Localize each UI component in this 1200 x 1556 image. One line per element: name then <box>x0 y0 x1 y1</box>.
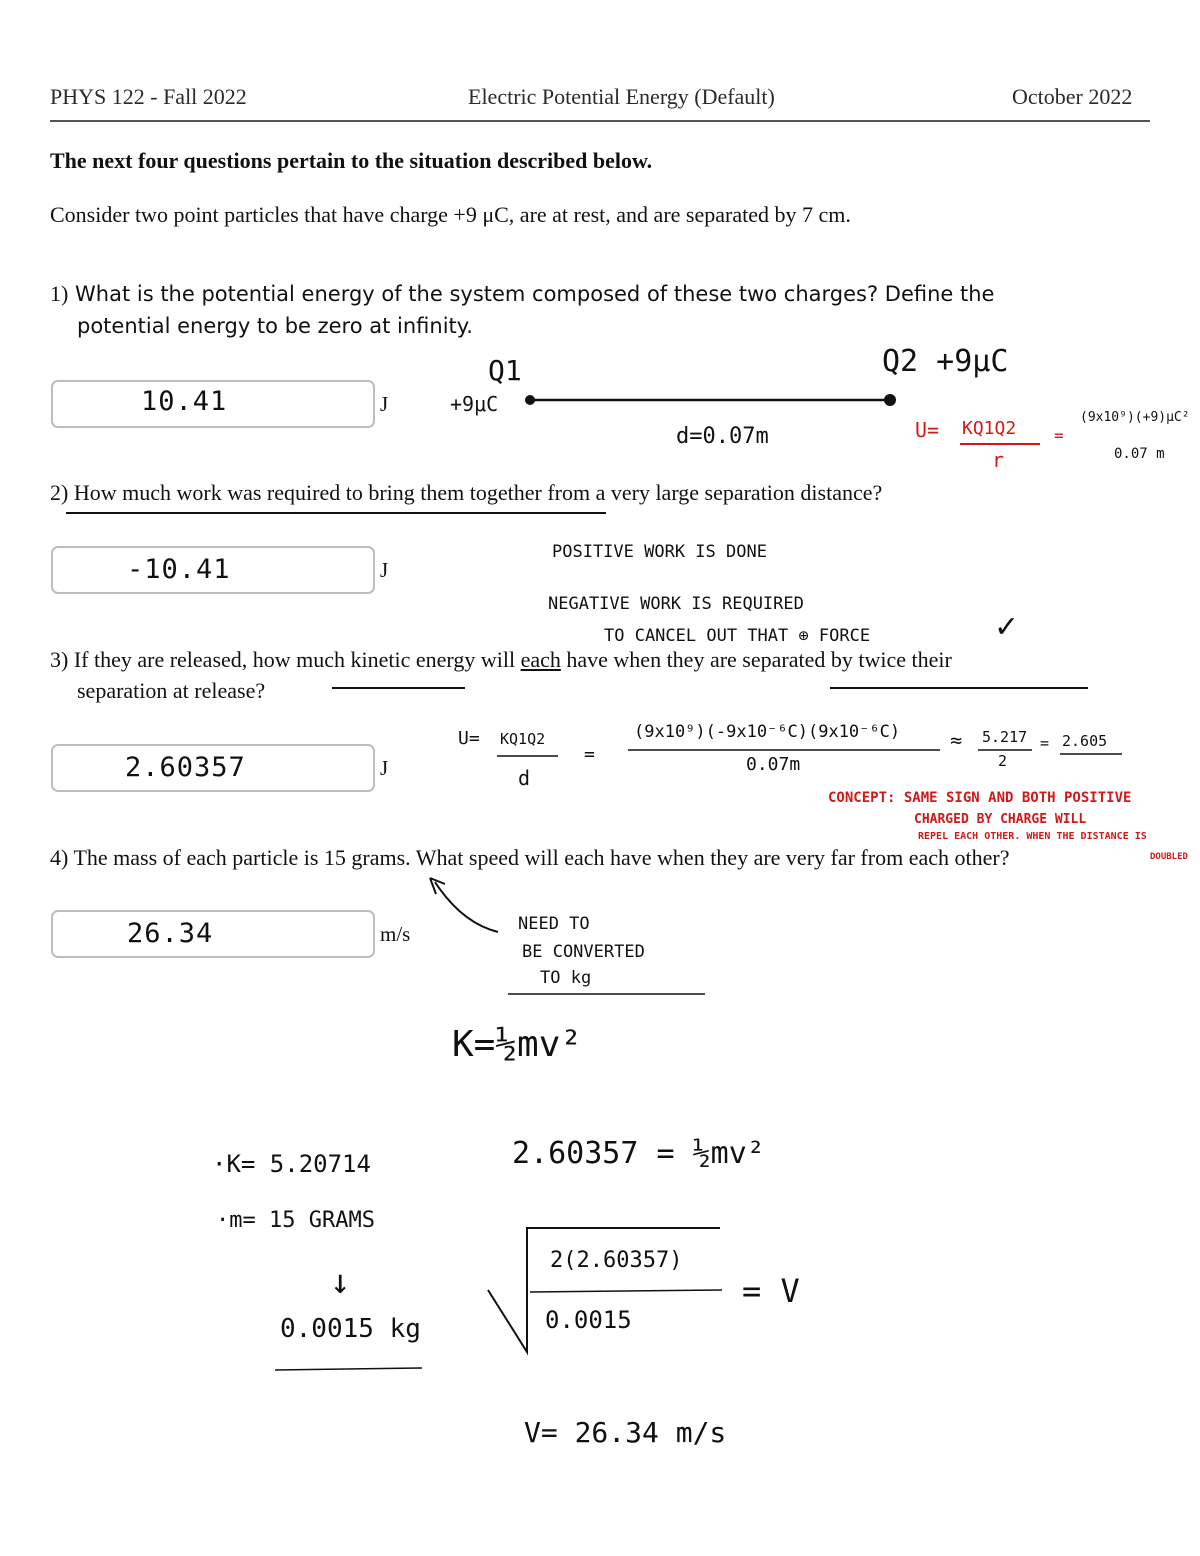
note-q3-u-num: KQ1Q2 <box>500 730 546 748</box>
note-eq-v: = V <box>742 1272 800 1310</box>
note-u-num: KQ1Q2 <box>962 418 1017 439</box>
note-q3-num: (9x10⁹)(-9x10⁻⁶C)(9x10⁻⁶C) <box>634 722 901 742</box>
note-q3-eq2: = <box>1040 734 1050 752</box>
note-u-lhs: U= <box>915 418 940 442</box>
question-1-text: What is the potential energy of the system composed of these two charges? Define the <box>75 282 995 306</box>
note-concept-1: CONCEPT: SAME SIGN AND BOTH POSITIVE <box>828 790 1132 806</box>
note-kg-value: 0.0015 kg <box>280 1314 421 1344</box>
question-3-number: 3) <box>50 647 69 672</box>
note-q1-charge: +9μC <box>450 392 499 416</box>
note-q3-result: 2.605 <box>1062 732 1108 750</box>
answer-2-unit: J <box>380 558 389 582</box>
note-final-v: V= 26.34 m/s <box>524 1416 727 1449</box>
note-q3-eq1: = <box>584 744 595 765</box>
question-3-text-c: have when they are separated by twice their <box>560 647 952 672</box>
note-q3-approx: ≈ <box>950 728 963 752</box>
curved-pointer-arrow <box>435 882 498 932</box>
note-ke-formula: K=½mv² <box>452 1024 583 1065</box>
note-q3-half-den: 2 <box>998 752 1008 770</box>
question-4-number: 4) <box>50 845 69 870</box>
note-checkmark: ✓ <box>996 606 1017 646</box>
question-1-number: 1) <box>50 281 69 306</box>
charge-q1-dot <box>525 395 535 405</box>
answer-1-unit: J <box>380 392 389 416</box>
course-name: PHYS 122 - Fall 2022 <box>50 84 247 109</box>
down-arrow-icon: ↓ <box>330 1262 351 1302</box>
note-distance: d=0.07m <box>676 424 769 449</box>
answer-3-value: 2.60357 <box>125 752 246 783</box>
note-sqrt-num: 2(2.60357) <box>550 1248 683 1273</box>
question-2-text: How much work was required to bring them together from a very large separation distance? <box>73 480 883 505</box>
note-u-rhs-num: (9x10⁹)(+9)μC² <box>1080 410 1190 425</box>
question-3-emphasis: each <box>520 647 561 672</box>
intro-situation: Consider two point particles that have charge +9 μC, are at rest, and are separated by 7 cm. <box>50 202 851 227</box>
note-concept-3: REPEL EACH OTHER. WHEN THE DISTANCE IS <box>918 831 1147 842</box>
note-q1-label: Q1 <box>488 354 522 387</box>
answer-2-value: -10.41 <box>127 554 231 585</box>
note-concept-2: CHARGED BY CHARGE WILL <box>914 812 1087 827</box>
note-work-3: TO CANCEL OUT THAT ⊕ FORCE <box>604 626 871 646</box>
note-q3-u-den: d <box>518 766 531 790</box>
note-q3-u: U= <box>458 728 480 749</box>
kg-underline <box>275 1368 422 1370</box>
charge-q2-dot <box>884 394 896 406</box>
question-2-number: 2) <box>50 480 69 505</box>
answer-4-value: 26.34 <box>127 918 214 949</box>
note-q3-den: 0.07m <box>746 754 801 775</box>
document-title: Electric Potential Energy (Default) <box>468 84 775 109</box>
note-concept-4: DOUBLED <box>1150 852 1188 862</box>
note-eq-line: 2.60357 = ½mv² <box>512 1136 765 1171</box>
note-u-rhs-den: 0.07 m <box>1114 446 1165 462</box>
sqrt-fraction-bar <box>530 1290 722 1292</box>
answer-1-value: 10.41 <box>141 386 228 417</box>
question-1-text-cont: potential energy to be zero at infinity. <box>77 314 473 338</box>
note-need-2: BE CONVERTED <box>522 942 645 962</box>
note-m-value: ·m= 15 GRAMS <box>216 1208 375 1233</box>
note-need-3: TO kg <box>540 968 592 988</box>
note-u-eq: = <box>1054 426 1064 445</box>
note-q3-half-num: 5.217 <box>982 728 1028 746</box>
question-3-text-cont: separation at release? <box>77 678 266 703</box>
note-work-2: NEGATIVE WORK IS REQUIRED <box>548 594 804 614</box>
intro-heading: The next four questions pertain to the situation described below. <box>50 148 653 173</box>
note-sqrt-den: 0.0015 <box>545 1306 632 1334</box>
note-work-1: POSITIVE WORK IS DONE <box>552 542 767 562</box>
question-3-text-a: If they are released, how much kinetic energy will <box>73 647 521 672</box>
note-u-den: r <box>992 448 1005 472</box>
note-q2-label: Q2 +9μC <box>882 344 1009 379</box>
document-date: October 2022 <box>1012 84 1133 109</box>
answer-4-unit: m/s <box>380 922 411 946</box>
note-k-value: ·K= 5.20714 <box>212 1150 371 1178</box>
note-need-1: NEED TO <box>518 914 590 934</box>
answer-3-unit: J <box>380 756 389 780</box>
question-4-text: The mass of each particle is 15 grams. What speed will each have when they are very far from each other? <box>73 845 1010 870</box>
